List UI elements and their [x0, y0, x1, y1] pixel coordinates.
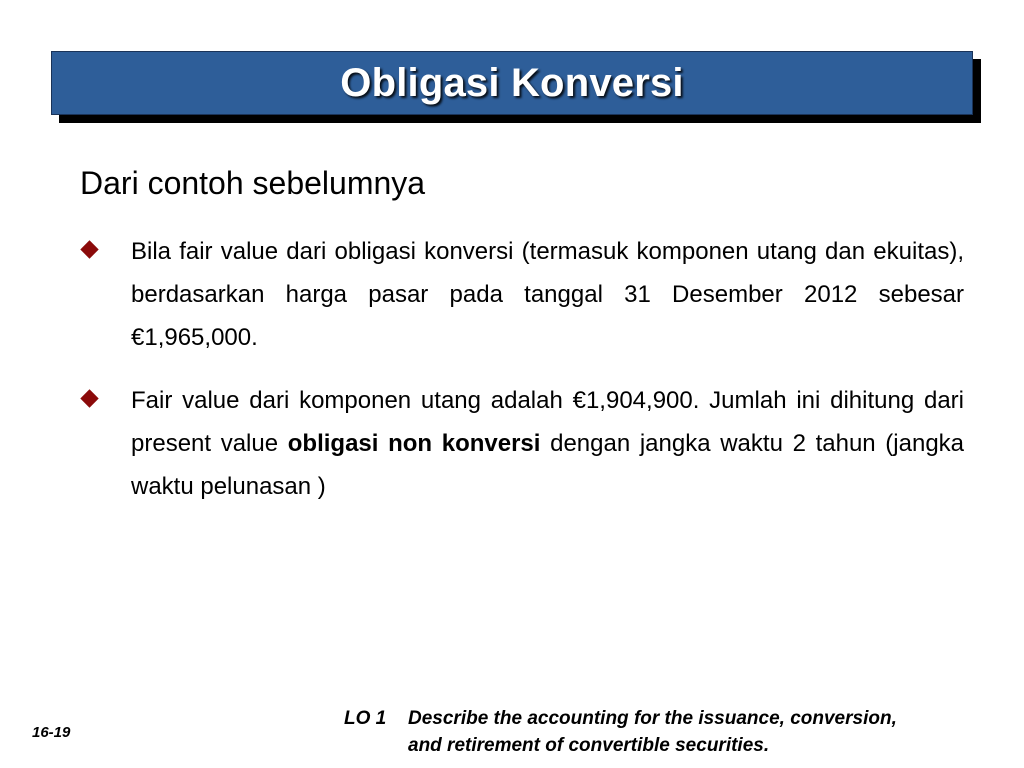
diamond-bullet-icon [80, 240, 98, 258]
bullet-text-part: dengan jangka waktu 2 tahun (jangka waktu pelunasan ) [131, 430, 965, 500]
learning-objective [344, 705, 1004, 759]
bullet-list [80, 230, 964, 528]
bullet-item [80, 379, 964, 508]
learning-objective-line [344, 705, 1004, 732]
diamond-bullet-icon [80, 389, 98, 407]
slide-number: 16-19 [32, 724, 71, 741]
bullet-text [131, 387, 964, 500]
subheading: Dari contoh sebelumnya [80, 165, 426, 201]
learning-objective-line [344, 732, 1004, 759]
learning-objective-text: and retirement of convertible securities. [408, 735, 770, 756]
learning-objective-label: LO 1 [344, 708, 387, 729]
bullet-text-part: Fair value dari komponen utang adalah €1,904,900. Jumlah ini dihitung dari present value [131, 387, 964, 457]
bullet-item [80, 230, 964, 359]
title-banner [51, 51, 973, 115]
bullet-text-bold: obligasi non konversi [287, 430, 541, 457]
learning-objective-text: Describe the accounting for the issuance, conversion, [408, 708, 897, 729]
slide-title: Obligasi Konversi [340, 61, 684, 105]
bullet-text: Bila fair value dari obligasi konversi (termasuk komponen utang dan ekuitas), berdasarkan harga pasar pada tanggal 31 Desember 2012 sebesar €1,965,000. [131, 238, 964, 351]
